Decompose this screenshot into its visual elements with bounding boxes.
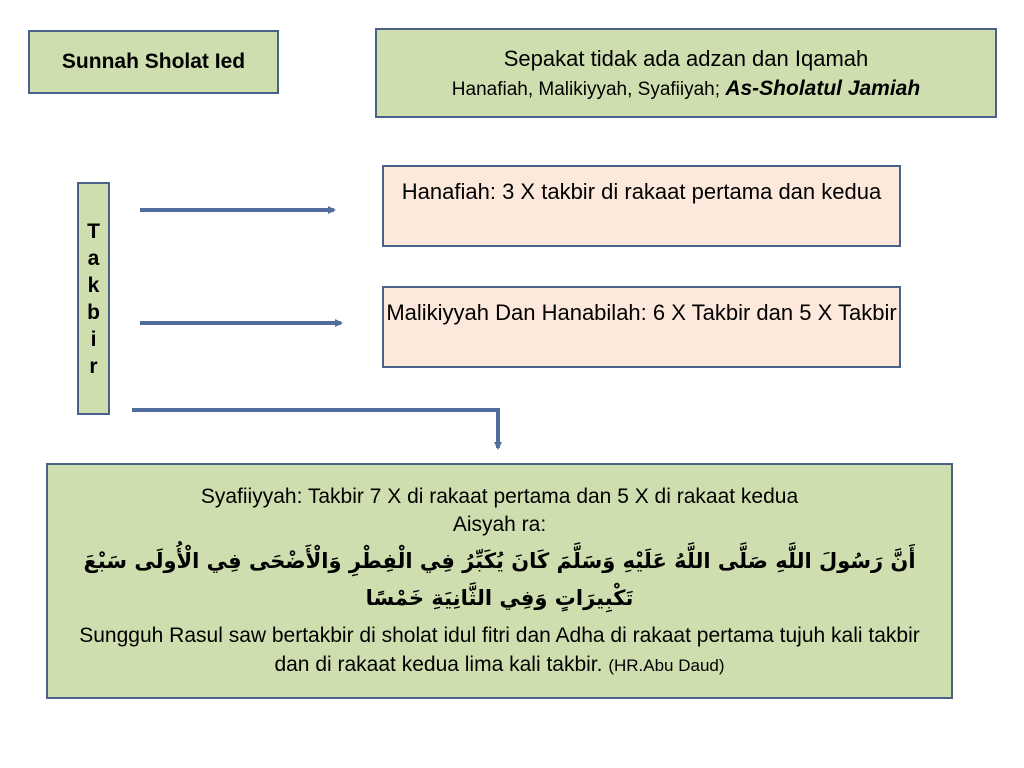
takbir-letter: r bbox=[89, 354, 98, 378]
takbir-letter: k bbox=[87, 273, 100, 297]
syafiiyah-box bbox=[46, 463, 953, 699]
translation-text: Sungguh Rasul saw bertakbir di sholat idul fitri dan Adha di rakaat pertama tujuh kali takbir dan di rakaat kedua lima kali takbir. bbox=[79, 624, 920, 676]
malikiyyah-text: Malikiyyah Dan Hanabilah: 6 X Takbir dan 5 X Takbir bbox=[386, 300, 897, 325]
hanafiah-box bbox=[382, 165, 901, 247]
syafiiyah-line1: Syafiiyyah: Takbir 7 X di rakaat pertama dan 5 X di rakaat kedua bbox=[200, 485, 799, 508]
hadith-arabic: أَنَّ رَسُولَ اللَّهِ صَلَّى اللَّهُ عَلَيْهِ وَسَلَّمَ كَانَ يُكَبِّرُ فِي الْفِطْرِ وَالْأَضْحَى فِي الْأُولَى سَبْعَ تَكْبِيرَاتٍ وَفِي الثَّانِيَةِ خَمْسًا bbox=[83, 549, 916, 610]
syafiiyah-line2: Aisyah ra: bbox=[452, 513, 547, 536]
takbir-letter: a bbox=[87, 246, 100, 270]
takbir-letter: T bbox=[87, 219, 100, 243]
madhab-list: Hanafiah, Malikiyyah, Syafiiyah; bbox=[451, 79, 721, 100]
malikiyyah-box bbox=[382, 286, 901, 368]
as-sholatul-jamiah: As-Sholatul Jamiah bbox=[725, 77, 921, 100]
takbir-letter: i bbox=[90, 327, 97, 351]
adzan-iqamah-line1: Sepakat tidak ada adzan dan Iqamah bbox=[503, 46, 869, 71]
arrow-to-syafiiyah bbox=[132, 410, 498, 448]
takbir-letter: b bbox=[87, 300, 100, 324]
hanafiah-text: Hanafiah: 3 X takbir di rakaat pertama dan kedua bbox=[401, 179, 882, 204]
hadith-source: (HR.Abu Daud) bbox=[608, 656, 725, 675]
hadith-translation bbox=[48, 617, 951, 680]
page-title: Sunnah Sholat Ied bbox=[61, 50, 246, 73]
